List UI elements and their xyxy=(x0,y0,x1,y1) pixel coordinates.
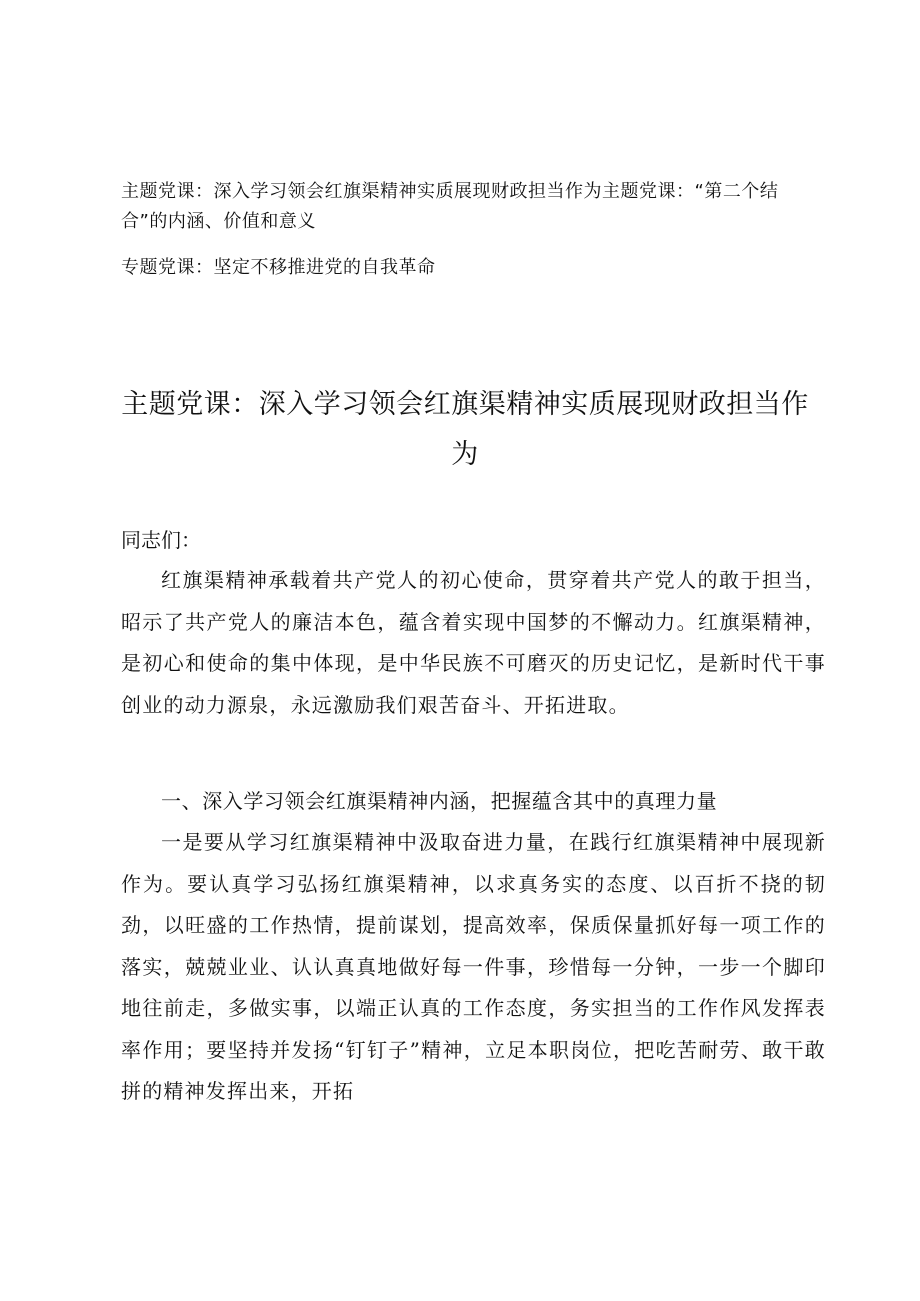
body-paragraph-1: 红旗渠精神承载着共产党人的初心使命，贯穿着共产党人的敢于担当，昭示了共产党人的廉洁本色，蕴含着实现中国梦的不懈动力。红旗渠精神，是初心和使命的集中体现，是中华民族不可磨灭的历史记忆，是新时代干事创业的动力源泉，永远激励我们艰苦奋斗、开拓进取。 xyxy=(121,568,826,717)
toc-item-2[interactable]: 专题党课：坚定不移推进党的自我革命 xyxy=(121,257,436,278)
document-title: 主题党课：深入学习领会红旗渠精神实质展现财政担当作为 xyxy=(121,389,809,470)
body-paragraph-2: 一是要从学习红旗渠精神中汲取奋进力量，在践行红旗渠精神中展现新作为。要认真学习弘扬红旗渠精神，以求真务实的态度、以百折不挠的韧劲，以旺盛的工作热情，提前谋划，提高效率，保质保量抓好每一项工作的落实，兢兢业业、认认真真地做好每一件事，珍惜每一分钟，一步一个脚印地往前走，多做实事，以端正认真的工作态度，务实担当的工作作风发挥表率作用；要坚持并发扬“钉钉子”精神，立足本职岗位，把吃苦耐劳、敢干敢拼的精神发挥出来，开拓 xyxy=(121,830,826,1103)
greeting: 同志们： xyxy=(121,528,201,552)
toc-item-1[interactable]: 主题党课：深入学习领会红旗渠精神实质展现财政担当作为主题党课：“第二个结合”的内涵、价值和意义 xyxy=(121,181,779,232)
section-heading-1: 一、深入学习领会红旗渠精神内涵，把握蕴含其中的真理力量 xyxy=(161,789,718,813)
table-of-contents xyxy=(121,177,801,299)
